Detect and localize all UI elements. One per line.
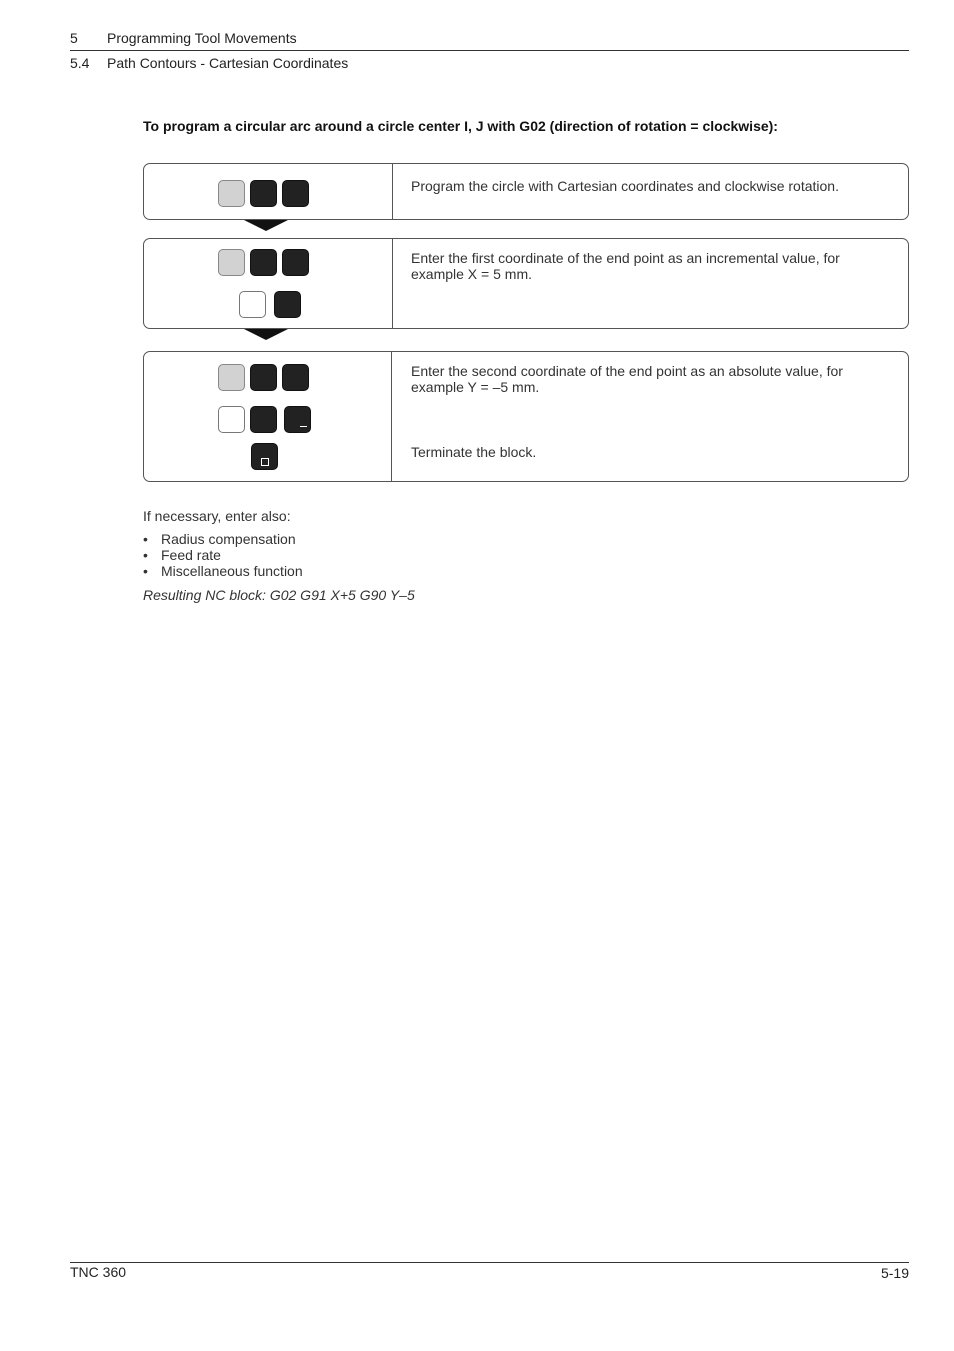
step-2-box (143, 238, 909, 329)
down-arrow-icon (244, 220, 288, 231)
footer-rule (70, 1262, 909, 1263)
x-axis-key[interactable] (250, 249, 277, 276)
clockwise-key[interactable] (282, 180, 309, 207)
page-number: 5-19 (880, 1265, 909, 1281)
step-3-box (143, 351, 909, 482)
step-2-text: Enter the first coordinate of the end point as an incremental value, for example X = 5 mm. (411, 250, 840, 282)
step-divider (392, 164, 393, 219)
enter-value-key[interactable] (250, 406, 277, 433)
y-axis-key[interactable] (250, 364, 277, 391)
list-item: • Radius compensation (143, 531, 303, 547)
path-function-key[interactable] (218, 180, 245, 207)
step-3-terminate-text: Terminate the block. (411, 444, 537, 460)
header-rule (70, 50, 909, 51)
list-item: • Miscellaneous function (143, 563, 303, 579)
incremental-key[interactable] (218, 249, 245, 276)
procedure-heading: To program a circular arc around a circle center I, J with G02 (direction of rotation = clockwise): (143, 118, 778, 134)
end-block-icon (261, 458, 269, 466)
numeric-key[interactable] (239, 291, 266, 318)
resulting-nc-block: Resulting NC block: G02 G91 X+5 G90 Y–5 (143, 587, 415, 603)
minus-sign-key[interactable] (284, 406, 311, 433)
circle-key[interactable] (250, 180, 277, 207)
optional-intro: If necessary, enter also: (143, 508, 291, 524)
numeric-key[interactable] (218, 406, 245, 433)
enter-value-key[interactable] (274, 291, 301, 318)
step-1-text: Program the circle with Cartesian coordinates and clockwise rotation. (411, 178, 839, 194)
minus-icon (300, 426, 307, 427)
step-3-text: Enter the second coordinate of the end point as an absolute value, for example Y = –5 mm. (411, 363, 843, 395)
axis-select-key[interactable] (282, 364, 309, 391)
section-title: Path Contours - Cartesian Coordinates (107, 55, 349, 71)
axis-select-key[interactable] (282, 249, 309, 276)
down-arrow-icon (244, 329, 288, 340)
optional-list (143, 531, 303, 579)
chapter-number: 5 (70, 30, 78, 46)
absolute-key[interactable] (218, 364, 245, 391)
step-1-box (143, 163, 909, 220)
step-divider (392, 239, 393, 328)
list-item: • Feed rate (143, 547, 303, 563)
footer-product: TNC 360 (70, 1264, 127, 1280)
chapter-title: Programming Tool Movements (107, 30, 297, 46)
step-divider (391, 352, 392, 481)
section-number: 5.4 (70, 55, 90, 71)
end-block-key[interactable] (251, 443, 278, 470)
